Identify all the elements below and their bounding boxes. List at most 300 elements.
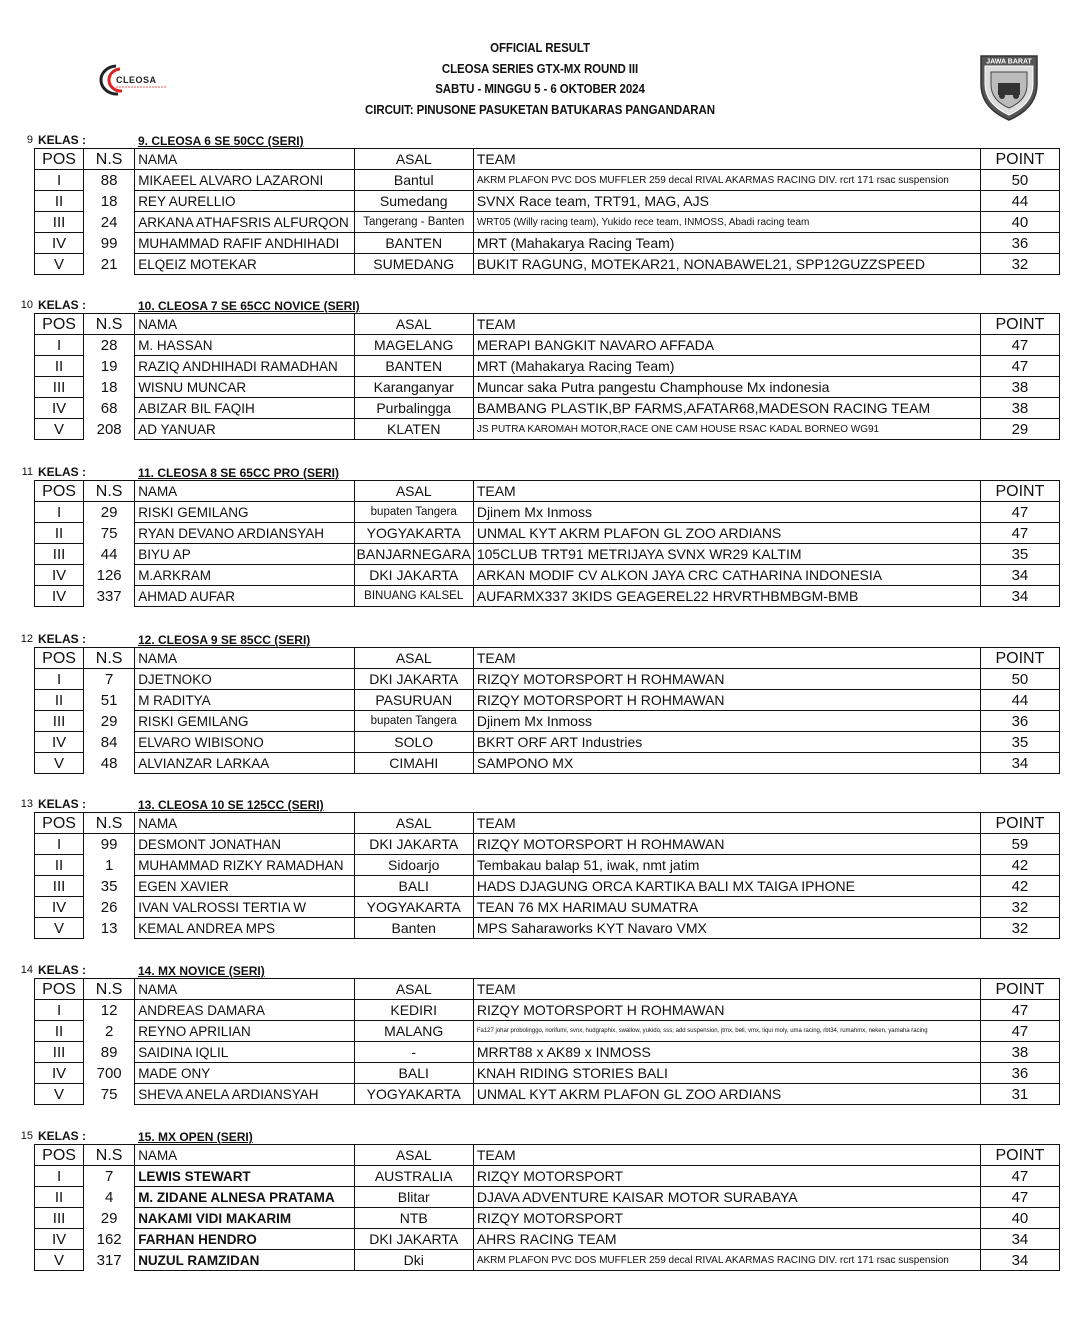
column-header-ns: N.S — [84, 979, 135, 1000]
cell-nama: MUHAMMAD RAFIF ANDHIHADI — [135, 233, 354, 254]
cell-asal: Sumedang — [354, 191, 473, 212]
class-title: 15. MX OPEN (SERI) — [138, 1130, 253, 1144]
cell-ns: 29 — [84, 1208, 135, 1229]
cell-nama: SAIDINA IQLIL — [135, 1042, 354, 1063]
cell-point: 36 — [980, 711, 1059, 732]
cell-point: 42 — [980, 876, 1059, 897]
cell-point: 34 — [980, 565, 1059, 586]
cell-team: BUKIT RAGUNG, MOTEKAR21, NONABAWEL21, SPP12GUZZSPEED — [473, 254, 980, 275]
cell-team: AKRM PLAFON PVC DOS MUFFLER 259 decal RIVAL AKARMAS RACING DIV. rcrt 171 rsac suspension — [473, 1250, 980, 1271]
cell-asal: MALANG — [354, 1021, 473, 1042]
results-table — [34, 647, 1060, 774]
cell-ns: 7 — [84, 1166, 135, 1187]
column-header-point: POINT — [980, 149, 1059, 170]
emblem-text: JAWA BARAT — [986, 58, 1032, 66]
cell-team: TEAN 76 MX HARIMAU SUMATRA — [473, 897, 980, 918]
cell-point: 32 — [980, 897, 1059, 918]
kelas-label: KELAS : — [38, 963, 86, 977]
table-row — [35, 1042, 1060, 1063]
kelas-label: KELAS : — [38, 133, 86, 147]
cell-asal: NTB — [354, 1208, 473, 1229]
cell-ns: 208 — [84, 419, 135, 440]
cell-pos: V — [35, 1084, 84, 1105]
class-section — [0, 465, 1080, 605]
class-section — [0, 1129, 1080, 1269]
cell-point: 34 — [980, 586, 1059, 607]
cell-pos: V — [35, 254, 84, 275]
cell-nama: WISNU MUNCAR — [135, 377, 354, 398]
cell-pos: I — [35, 1166, 84, 1187]
table-header-row — [35, 149, 1060, 170]
column-header-asal: ASAL — [354, 979, 473, 1000]
cell-team: MRRT88 x AK89 x INMOSS — [473, 1042, 980, 1063]
cell-nama: KEMAL ANDREA MPS — [135, 918, 354, 939]
cell-team: KNAH RIDING STORIES BALI — [473, 1063, 980, 1084]
cell-team: MRT (Mahakarya Racing Team) — [473, 233, 980, 254]
column-header-asal: ASAL — [354, 149, 473, 170]
column-header-team: TEAM — [473, 149, 980, 170]
class-title: 10. CLEOSA 7 SE 65CC NOVICE (SERI) — [138, 299, 360, 313]
cell-team: RIZQY MOTORSPORT H ROHMAWAN — [473, 669, 980, 690]
column-header-asal: ASAL — [354, 481, 473, 502]
cell-nama: ABIZAR BIL FAQIH — [135, 398, 354, 419]
cell-asal: CIMAHI — [354, 753, 473, 774]
cell-ns: 29 — [84, 711, 135, 732]
cell-team: WRT05 (Willy racing team), Yukido rece team, INMOSS, Abadi racing team — [473, 212, 980, 233]
cell-asal: YOGYAKARTA — [354, 897, 473, 918]
column-header-ns: N.S — [84, 1145, 135, 1166]
cell-pos: III — [35, 377, 84, 398]
column-header-ns: N.S — [84, 813, 135, 834]
table-row — [35, 855, 1060, 876]
kelas-label: KELAS : — [38, 298, 86, 312]
cell-ns: 75 — [84, 1084, 135, 1105]
cell-asal: SUMEDANG — [354, 254, 473, 275]
cell-pos: II — [35, 356, 84, 377]
cell-ns: 26 — [84, 897, 135, 918]
table-row — [35, 1000, 1060, 1021]
cell-asal: DKI JAKARTA — [354, 565, 473, 586]
cell-pos: IV — [35, 398, 84, 419]
cell-ns: 21 — [84, 254, 135, 275]
table-row — [35, 398, 1060, 419]
cell-asal: Tangerang - Banten — [354, 212, 473, 233]
column-header-asal: ASAL — [354, 648, 473, 669]
cell-nama: EGEN XAVIER — [135, 876, 354, 897]
cell-pos: V — [35, 918, 84, 939]
class-number: 13 — [20, 798, 33, 810]
cell-point: 32 — [980, 254, 1059, 275]
cell-nama: FARHAN HENDRO — [135, 1229, 354, 1250]
cell-ns: 75 — [84, 523, 135, 544]
class-number: 14 — [20, 964, 33, 976]
class-section — [0, 298, 1080, 438]
cell-pos: V — [35, 753, 84, 774]
cell-team: RIZQY MOTORSPORT — [473, 1166, 980, 1187]
results-table — [34, 148, 1060, 275]
cell-asal: SOLO — [354, 732, 473, 753]
cell-point: 38 — [980, 1042, 1059, 1063]
column-header-team: TEAM — [473, 314, 980, 335]
cell-asal: - — [354, 1042, 473, 1063]
results-table — [34, 313, 1060, 440]
table-row — [35, 1250, 1060, 1271]
class-number: 11 — [21, 466, 33, 478]
cell-pos: II — [35, 523, 84, 544]
cell-nama: ARKANA ATHAFSRIS ALFURQON — [135, 212, 354, 233]
cell-ns: 84 — [84, 732, 135, 753]
cell-ns: 317 — [84, 1250, 135, 1271]
cell-asal: YOGYAKARTA — [354, 523, 473, 544]
cell-asal: Purbalingga — [354, 398, 473, 419]
table-header-row — [35, 648, 1060, 669]
class-title: 11. CLEOSA 8 SE 65CC PRO (SERI) — [138, 466, 339, 480]
cell-nama: SHEVA ANELA ARDIANSYAH — [135, 1084, 354, 1105]
cell-point: 44 — [980, 690, 1059, 711]
table-row — [35, 1063, 1060, 1084]
column-header-asal: ASAL — [354, 1145, 473, 1166]
jawa-barat-emblem — [978, 50, 1040, 122]
cell-team: BAMBANG PLASTIK,BP FARMS,AFATAR68,MADESON RACING TEAM — [473, 398, 980, 419]
cell-ns: 700 — [84, 1063, 135, 1084]
cell-ns: 48 — [84, 753, 135, 774]
table-row — [35, 918, 1060, 939]
cell-asal: Sidoarjo — [354, 855, 473, 876]
cell-pos: I — [35, 1000, 84, 1021]
cell-team: JS PUTRA KAROMAH MOTOR,RACE ONE CAM HOUSE RSAC KADAL BORNEO WG91 — [473, 419, 980, 440]
cell-pos: IV — [35, 586, 84, 607]
cell-pos: I — [35, 502, 84, 523]
cell-team: Djinem Mx Inmoss — [473, 502, 980, 523]
cell-asal: Bantul — [354, 170, 473, 191]
cell-nama: AHMAD AUFAR — [135, 586, 354, 607]
cell-pos: III — [35, 1042, 84, 1063]
cell-point: 36 — [980, 1063, 1059, 1084]
table-row — [35, 170, 1060, 191]
kelas-label: KELAS : — [38, 1129, 86, 1143]
cell-pos: II — [35, 690, 84, 711]
table-row — [35, 377, 1060, 398]
column-header-pos: POS — [35, 648, 84, 669]
class-heading — [0, 963, 1080, 978]
results-table — [34, 812, 1060, 939]
cell-nama: NAKAMI VIDI MAKARIM — [135, 1208, 354, 1229]
column-header-point: POINT — [980, 481, 1059, 502]
table-row — [35, 732, 1060, 753]
class-number: 12 — [20, 633, 33, 645]
cell-team: RIZQY MOTORSPORT H ROHMAWAN — [473, 834, 980, 855]
column-header-nama: NAMA — [135, 149, 354, 170]
cell-team: AKRM PLAFON PVC DOS MUFFLER 259 decal RIVAL AKARMAS RACING DIV. rcrt 171 rsac suspension — [473, 170, 980, 191]
cleosa-logo-text: CLEOSA — [116, 75, 157, 85]
cell-asal: KEDIRI — [354, 1000, 473, 1021]
cell-pos: III — [35, 876, 84, 897]
table-row — [35, 690, 1060, 711]
cell-nama: BIYU AP — [135, 544, 354, 565]
cell-asal: DKI JAKARTA — [354, 669, 473, 690]
column-header-pos: POS — [35, 979, 84, 1000]
cell-point: 44 — [980, 191, 1059, 212]
cell-team: Tembakau balap 51, iwak, nmt jatim — [473, 855, 980, 876]
cell-asal: KLATEN — [354, 419, 473, 440]
table-row — [35, 1021, 1060, 1042]
cell-pos: IV — [35, 732, 84, 753]
table-row — [35, 191, 1060, 212]
results-table — [34, 480, 1060, 607]
cell-pos: V — [35, 419, 84, 440]
class-heading — [0, 133, 1080, 148]
cell-team: SVNX Race team, TRT91, MAG, AJS — [473, 191, 980, 212]
column-header-ns: N.S — [84, 149, 135, 170]
results-table — [34, 1144, 1060, 1271]
cell-asal: BANJARNEGARA — [354, 544, 473, 565]
cell-ns: 1 — [84, 855, 135, 876]
cell-point: 40 — [980, 1208, 1059, 1229]
cell-ns: 18 — [84, 191, 135, 212]
cell-ns: 18 — [84, 377, 135, 398]
cell-ns: 99 — [84, 834, 135, 855]
cell-nama: NUZUL RAMZIDAN — [135, 1250, 354, 1271]
table-row — [35, 544, 1060, 565]
class-section — [0, 133, 1080, 273]
cell-ns: 24 — [84, 212, 135, 233]
cell-asal: DKI JAKARTA — [354, 834, 473, 855]
cell-point: 47 — [980, 1000, 1059, 1021]
class-number: 10 — [20, 299, 33, 311]
cell-team: MPS Saharaworks KYT Navaro VMX — [473, 918, 980, 939]
table-row — [35, 669, 1060, 690]
cell-point: 34 — [980, 753, 1059, 774]
column-header-nama: NAMA — [135, 648, 354, 669]
cell-nama: AD YANUAR — [135, 419, 354, 440]
cell-pos: II — [35, 1187, 84, 1208]
table-header-row — [35, 314, 1060, 335]
cell-point: 34 — [980, 1250, 1059, 1271]
cell-ns: 44 — [84, 544, 135, 565]
column-header-nama: NAMA — [135, 1145, 354, 1166]
table-row — [35, 254, 1060, 275]
cell-pos: III — [35, 212, 84, 233]
cell-pos: I — [35, 669, 84, 690]
cell-asal: Blitar — [354, 1187, 473, 1208]
class-title: 14. MX NOVICE (SERI) — [138, 964, 265, 978]
column-header-point: POINT — [980, 813, 1059, 834]
cell-ns: 337 — [84, 586, 135, 607]
table-row — [35, 356, 1060, 377]
column-header-nama: NAMA — [135, 979, 354, 1000]
cell-point: 38 — [980, 398, 1059, 419]
cell-asal: YOGYAKARTA — [354, 1084, 473, 1105]
column-header-team: TEAM — [473, 1145, 980, 1166]
column-header-nama: NAMA — [135, 481, 354, 502]
table-header-row — [35, 1145, 1060, 1166]
column-header-point: POINT — [980, 314, 1059, 335]
cell-nama: DJETNOKO — [135, 669, 354, 690]
cell-ns: 88 — [84, 170, 135, 191]
table-row — [35, 1208, 1060, 1229]
class-number: 15 — [20, 1130, 33, 1142]
class-section — [0, 797, 1080, 937]
cell-nama: RISKI GEMILANG — [135, 502, 354, 523]
cell-pos: V — [35, 1250, 84, 1271]
table-row — [35, 523, 1060, 544]
table-row — [35, 876, 1060, 897]
kelas-label: KELAS : — [38, 797, 86, 811]
class-heading — [0, 298, 1080, 313]
column-header-pos: POS — [35, 314, 84, 335]
cell-asal: BALI — [354, 1063, 473, 1084]
table-row — [35, 502, 1060, 523]
table-row — [35, 419, 1060, 440]
cell-nama: M RADITYA — [135, 690, 354, 711]
cell-team: RIZQY MOTORSPORT H ROHMAWAN — [473, 690, 980, 711]
table-header-row — [35, 979, 1060, 1000]
column-header-ns: N.S — [84, 314, 135, 335]
cell-nama: ELQEIZ MOTEKAR — [135, 254, 354, 275]
cell-pos: IV — [35, 565, 84, 586]
cell-nama: MUHAMMAD RIZKY RAMADHAN — [135, 855, 354, 876]
table-row — [35, 834, 1060, 855]
cell-pos: II — [35, 855, 84, 876]
table-row — [35, 212, 1060, 233]
cell-nama: RAZIQ ANDHIHADI RAMADHAN — [135, 356, 354, 377]
cell-team: ARKAN MODIF CV ALKON JAYA CRC CATHARINA INDONESIA — [473, 565, 980, 586]
cell-pos: IV — [35, 1229, 84, 1250]
table-row — [35, 586, 1060, 607]
cell-point: 59 — [980, 834, 1059, 855]
class-heading — [0, 632, 1080, 647]
cell-point: 32 — [980, 918, 1059, 939]
cell-pos: I — [35, 335, 84, 356]
cell-team: MERAPI BANGKIT NAVARO AFFADA — [473, 335, 980, 356]
header-title: OFFICIAL RESULT — [490, 41, 590, 55]
column-header-nama: NAMA — [135, 314, 354, 335]
cell-point: 47 — [980, 502, 1059, 523]
class-heading — [0, 465, 1080, 480]
cell-pos: I — [35, 834, 84, 855]
column-header-point: POINT — [980, 1145, 1059, 1166]
cell-pos: IV — [35, 1063, 84, 1084]
cell-point: 47 — [980, 1021, 1059, 1042]
class-section — [0, 963, 1080, 1103]
cell-nama: ALVIANZAR LARKAA — [135, 753, 354, 774]
column-header-pos: POS — [35, 149, 84, 170]
table-header-row — [35, 813, 1060, 834]
column-header-asal: ASAL — [354, 813, 473, 834]
cell-pos: I — [35, 170, 84, 191]
cell-asal: BANTEN — [354, 356, 473, 377]
cell-nama: RISKI GEMILANG — [135, 711, 354, 732]
cell-asal: BINUANG KALSEL — [354, 586, 473, 607]
cell-ns: 13 — [84, 918, 135, 939]
cell-point: 47 — [980, 1187, 1059, 1208]
class-number: 9 — [26, 134, 33, 146]
cell-point: 47 — [980, 335, 1059, 356]
cell-point: 47 — [980, 1166, 1059, 1187]
cell-asal: Dki — [354, 1250, 473, 1271]
cell-nama: DESMONT JONATHAN — [135, 834, 354, 855]
table-row — [35, 1229, 1060, 1250]
cell-ns: 35 — [84, 876, 135, 897]
cell-nama: MADE ONY — [135, 1063, 354, 1084]
cell-ns: 68 — [84, 398, 135, 419]
table-row — [35, 233, 1060, 254]
column-header-point: POINT — [980, 648, 1059, 669]
results-table — [34, 978, 1060, 1105]
cell-pos: II — [35, 1021, 84, 1042]
cell-asal: Banten — [354, 918, 473, 939]
cell-nama: ELVARO WIBISONO — [135, 732, 354, 753]
cell-ns: 19 — [84, 356, 135, 377]
cell-asal: bupaten Tangera — [354, 711, 473, 732]
cell-team: AUFARMX337 3KIDS GEAGEREL22 HRVRTHBMBGM-BMB — [473, 586, 980, 607]
kelas-label: KELAS : — [38, 465, 86, 479]
cell-point: 35 — [980, 544, 1059, 565]
cell-pos: IV — [35, 897, 84, 918]
cell-team: DJAVA ADVENTURE KAISAR MOTOR SURABAYA — [473, 1187, 980, 1208]
cell-point: 29 — [980, 419, 1059, 440]
cell-asal: BALI — [354, 876, 473, 897]
table-header-row — [35, 481, 1060, 502]
header-series: CLEOSA SERIES GTX-MX ROUND III — [441, 61, 639, 76]
cleosa-logo — [94, 62, 174, 98]
kelas-label: KELAS : — [38, 632, 86, 646]
cell-nama: REYNO APRILIAN — [135, 1021, 354, 1042]
cell-nama: M.ARKRAM — [135, 565, 354, 586]
cell-point: 50 — [980, 669, 1059, 690]
cell-nama: RYAN DEVANO ARDIANSYAH — [135, 523, 354, 544]
cell-team: 105CLUB TRT91 METRIJAYA SVNX WR29 KALTIM — [473, 544, 980, 565]
column-header-ns: N.S — [84, 648, 135, 669]
cell-point: 38 — [980, 377, 1059, 398]
cell-pos: III — [35, 544, 84, 565]
column-header-pos: POS — [35, 481, 84, 502]
cell-nama: REY AURELLIO — [135, 191, 354, 212]
table-row — [35, 1166, 1060, 1187]
cell-nama: M. HASSAN — [135, 335, 354, 356]
cell-ns: 126 — [84, 565, 135, 586]
cell-nama: IVAN VALROSSI TERTIA W — [135, 897, 354, 918]
table-row — [35, 1084, 1060, 1105]
column-header-team: TEAM — [473, 979, 980, 1000]
column-header-ns: N.S — [84, 481, 135, 502]
cell-point: 36 — [980, 233, 1059, 254]
cell-pos: IV — [35, 233, 84, 254]
class-heading — [0, 1129, 1080, 1144]
table-row — [35, 335, 1060, 356]
cell-point: 34 — [980, 1229, 1059, 1250]
cell-nama: ANDREAS DAMARA — [135, 1000, 354, 1021]
cell-ns: 51 — [84, 690, 135, 711]
table-row — [35, 711, 1060, 732]
cell-ns: 12 — [84, 1000, 135, 1021]
class-title: 12. CLEOSA 9 SE 85CC (SERI) — [138, 633, 311, 647]
cell-point: 47 — [980, 523, 1059, 544]
cell-nama: MIKAEEL ALVARO LAZARONI — [135, 170, 354, 191]
header-circuit: CIRCUIT: PINUSONE PASUKETAN BATUKARAS PANGANDARAN — [365, 102, 715, 117]
table-row — [35, 565, 1060, 586]
cell-asal: Karanganyar — [354, 377, 473, 398]
cell-team: UNMAL KYT AKRM PLAFON GL ZOO ARDIANS — [473, 1084, 980, 1105]
cell-pos: II — [35, 191, 84, 212]
cell-asal: bupaten Tangera — [354, 502, 473, 523]
cell-asal: MAGELANG — [354, 335, 473, 356]
cell-nama: M. ZIDANE ALNESA PRATAMA — [135, 1187, 354, 1208]
cell-ns: 29 — [84, 502, 135, 523]
cell-team: AHRS RACING TEAM — [473, 1229, 980, 1250]
cell-team: HADS DJAGUNG ORCA KARTIKA BALI MX TAIGA IPHONE — [473, 876, 980, 897]
cell-point: 42 — [980, 855, 1059, 876]
